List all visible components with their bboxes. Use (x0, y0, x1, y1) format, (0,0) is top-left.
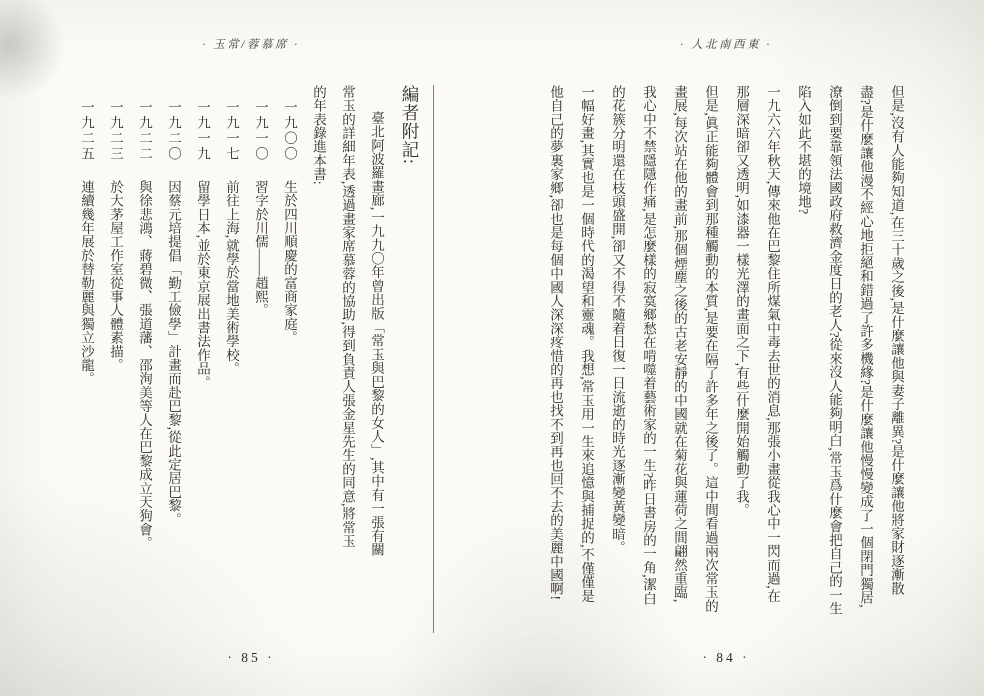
essay-text-column: 陷入如此不堪的境地? (796, 85, 811, 215)
timeline-year: 一九二五 (79, 100, 94, 162)
timeline-year: 一九二二 (137, 100, 152, 162)
left-running-header: · 玉常/蓉慕席 · (202, 39, 300, 51)
timeline-entry (72, 85, 101, 637)
timeline-event: 連續幾年展於替勒麗與獨立沙龍。 (79, 180, 94, 386)
timeline-year: 一九一九 (195, 100, 210, 162)
left-page-text (73, 85, 429, 637)
timeline-event: 習字於川儒——趙熙。 (253, 180, 268, 317)
timeline-year: 一九一七 (224, 100, 239, 162)
timeline-entry (275, 85, 304, 637)
timeline-event: 前往上海,就學於當地美術學校。 (224, 180, 239, 376)
intro-text-column: 常玉的詳細年表,透過畫家席慕蓉的協助,得到負責人張金星先生的同意,將常玉 (340, 85, 355, 548)
timeline-entry (217, 85, 246, 637)
timeline-event: 與徐悲鴻、蔣碧微、張道藩、邵洵美等人在巴黎成立天狗會。 (137, 180, 152, 550)
essay-text-column: 畫展,每次站在他的畫前,那個煙塵之後的古老安靜的中國就在菊花與蓮荷之間翩然重臨, (672, 85, 687, 603)
timeline-year: 一九二三 (108, 100, 123, 162)
left-page-number: · 85 · (227, 650, 275, 665)
essay-text-column: 但是,沒有人能夠知道,在三十歲之後,是什麼讓他與妻子離異?是什麼讓他將家財逐漸散 (889, 85, 904, 596)
timeline-event: 因蔡元培提倡「勤工儉學」計畫而赴巴黎,從此定居巴黎。 (166, 180, 181, 527)
timeline-entry (246, 85, 275, 637)
timeline-entry (159, 85, 188, 637)
right-running-header: · 人北南西東 · (680, 39, 772, 51)
essay-text-column: 盡?是什麼讓他漫不經心地拒絕和錯過了許多機緣?是什麼讓他慢慢變成了一個閉門獨居, (858, 85, 873, 608)
editor-note-heading: 編者附記: (400, 85, 420, 165)
right-page-number: · 84 · (702, 650, 750, 665)
essay-text-column: 的花簇分明還在枝頭盛開,卻又不得不隨着日復一日流逝的時光逐漸變黃變暗。 (610, 85, 625, 555)
right-page-text (540, 85, 912, 637)
editor-note-rule (433, 85, 434, 633)
essay-text-column: 但是,眞正能夠體會到那種觸動的本質,是要在隔了許多年之後了。這中間看過兩次常玉的 (703, 85, 718, 613)
essay-text-column: 潦倒到要靠領法國政府救濟金度日的老人?從來沒人能夠明白,常玉爲什麼會把自己的一生 (827, 85, 842, 616)
timeline-year: 一九〇〇 (282, 100, 297, 162)
timeline-year: 一九一〇 (253, 100, 268, 162)
timeline-event: 於大茅屋工作室從事人體素描。 (108, 180, 123, 372)
timeline-entry (101, 85, 130, 637)
intro-text-column: 臺北阿波羅畫廊,一九九〇年曾出版「常玉與巴黎的女人」,其中有一張有關 (369, 111, 384, 557)
essay-text-column: 那層深暗卻又透明,如漆器一樣光澤的畫面之下,有些什麼開始觸動了我。 (734, 85, 749, 517)
essay-text-column: 我心中不禁隱隱作痛,是怎麼樣的寂寞鄉愁在啃噬着藝術家的一生?昨日書房的一角,潔白 (641, 85, 656, 606)
intro-text-column: 的年表錄進本書: (311, 85, 326, 185)
essay-text-column: 一幅好畫,其實也是一個時代的渴望和靈魂。我想,常玉用一生來追憶與捕捉的,不僅僅是 (579, 85, 594, 603)
essay-text-column: 一九六六年秋天,傳來他在巴黎住所煤氣中毒去世的消息,那張小畫從我心中一閃而過,在 (765, 85, 780, 603)
essay-text-column: 他自己的夢裏家鄉,卻也是每個中國人深深疼惜的再也找不到再也回不去的美麗中國啊! (548, 85, 563, 601)
timeline-event: 生於四川順慶的富商家庭。 (282, 180, 297, 345)
timeline-entry (130, 85, 159, 637)
timeline-year: 一九二〇 (166, 100, 181, 162)
timeline-event: 留學日本,並於東京展出書法作品。 (195, 180, 210, 390)
timeline-entry (188, 85, 217, 637)
